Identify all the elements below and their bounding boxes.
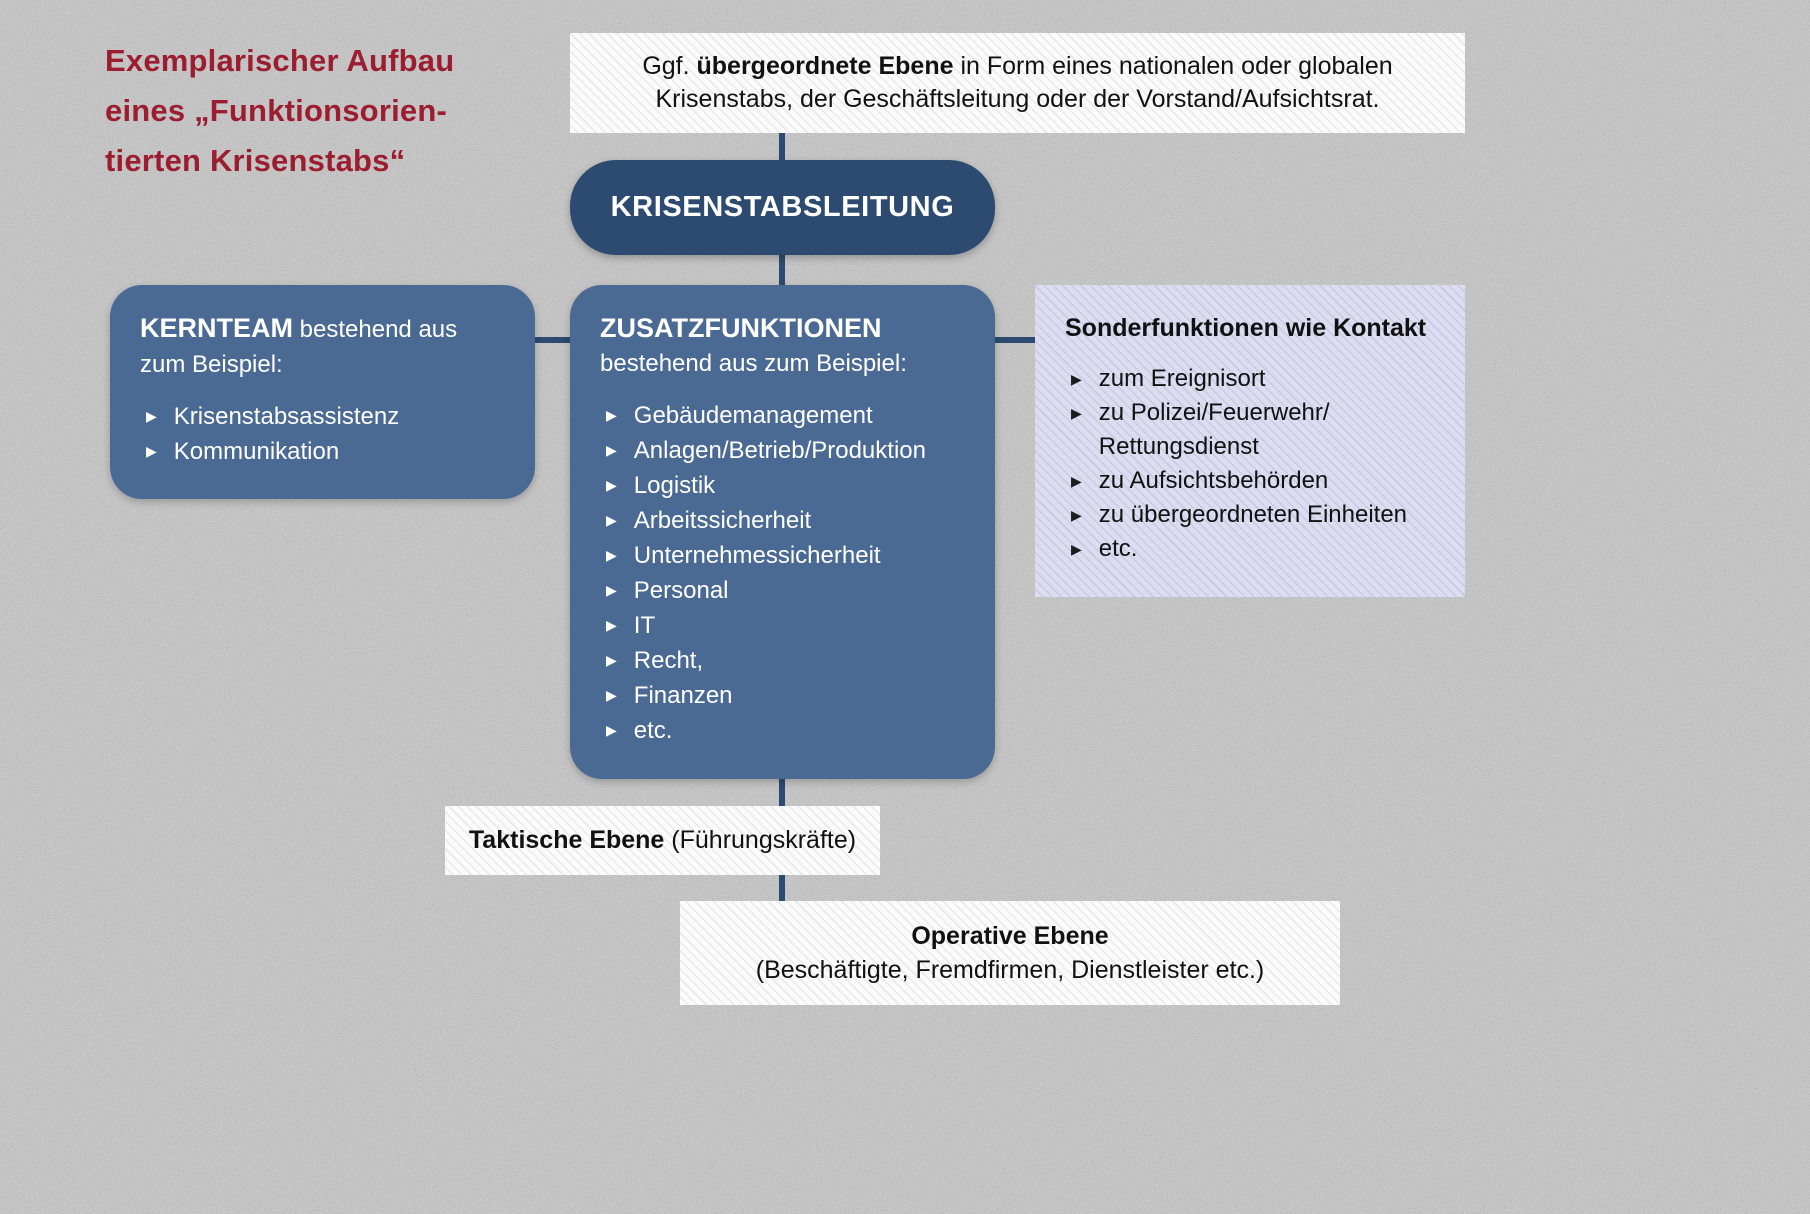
zusatzfunktionen-heading bbox=[600, 311, 965, 381]
list-item-label: zu Polizei/Feuerwehr/ Rettungsdienst bbox=[1098, 399, 1330, 460]
bullet-triangle-icon: ▶ bbox=[1071, 473, 1082, 489]
list-item bbox=[600, 468, 965, 503]
list-item bbox=[1065, 362, 1435, 396]
sonderfunktionen-list bbox=[1065, 362, 1435, 566]
title-line-2: eines „Funktionsorien- bbox=[105, 93, 447, 128]
list-item-label: IT bbox=[633, 612, 656, 639]
sonderfunktionen-title: Sonderfunktionen wie Kontakt bbox=[1065, 314, 1427, 342]
list-item-label: Krisenstabsassistenz bbox=[173, 403, 400, 430]
bullet-triangle-icon: ▶ bbox=[606, 687, 617, 703]
zusatzfunktionen-title: ZUSATZFUNKTIONEN bbox=[600, 313, 882, 343]
bullet-triangle-icon: ▶ bbox=[606, 582, 617, 598]
connector-top-to-leadership bbox=[779, 133, 785, 162]
operative-ebene-subtitle: (Beschäftigte, Fremdfirmen, Dienstleister etc.) bbox=[755, 956, 1265, 984]
bullet-triangle-icon: ▶ bbox=[606, 407, 617, 423]
leadership-label: KRISENSTABSLEITUNG bbox=[610, 191, 955, 223]
connector-sonder-horizontal bbox=[994, 337, 1037, 343]
bullet-triangle-icon: ▶ bbox=[606, 442, 617, 458]
bullet-triangle-icon: ▶ bbox=[606, 547, 617, 563]
list-item bbox=[600, 538, 965, 573]
kernteam-list bbox=[140, 399, 505, 469]
list-item bbox=[600, 713, 965, 748]
taktische-ebene-regular: (Führungskräfte) bbox=[664, 826, 857, 854]
list-item bbox=[1065, 396, 1435, 464]
operative-ebene-title: Operative Ebene bbox=[911, 922, 1109, 950]
bullet-triangle-icon: ▶ bbox=[1071, 541, 1082, 557]
zusatzfunktionen-list bbox=[600, 398, 965, 748]
superior-level-prefix: Ggf. bbox=[642, 52, 697, 80]
list-item bbox=[1065, 464, 1435, 498]
list-item-label: zu übergeordneten Einheiten bbox=[1098, 501, 1408, 528]
bullet-triangle-icon: ▶ bbox=[606, 617, 617, 633]
superior-level-bold: übergeordnete Ebene bbox=[696, 52, 954, 80]
zusatzfunktionen-box bbox=[570, 285, 995, 779]
kernteam-box bbox=[110, 285, 535, 499]
diagram-title bbox=[105, 36, 454, 186]
list-item bbox=[140, 399, 505, 434]
taktische-ebene-bold: Taktische Ebene bbox=[468, 826, 665, 854]
list-item bbox=[600, 503, 965, 538]
bullet-triangle-icon: ▶ bbox=[606, 477, 617, 493]
taktische-ebene-text bbox=[469, 826, 856, 855]
leadership-box bbox=[570, 160, 995, 255]
connector-leadership-to-zusatz bbox=[779, 254, 785, 287]
list-item-label: etc. bbox=[633, 717, 673, 744]
bullet-triangle-icon: ▶ bbox=[1071, 405, 1082, 421]
operative-ebene-box bbox=[680, 901, 1340, 1005]
list-item bbox=[1065, 498, 1435, 532]
superior-level-text bbox=[600, 50, 1435, 116]
zusatzfunktionen-subtitle: bestehend aus zum Beispiel: bbox=[600, 350, 907, 377]
list-item-label: zu Aufsichtsbehörden bbox=[1098, 467, 1329, 494]
superior-level-suffix: in Form eines nationalen oder globalen Krisenstabs, der Geschäftsleitung oder der Vorstand/Aufsichtsrat. bbox=[655, 52, 1393, 113]
list-item bbox=[600, 573, 965, 608]
list-item-label: Finanzen bbox=[633, 682, 733, 709]
list-item-label: Arbeitssicherheit bbox=[633, 507, 812, 534]
title-line-1: Exemplarischer Aufbau bbox=[105, 43, 455, 78]
list-item bbox=[600, 433, 965, 468]
list-item bbox=[600, 608, 965, 643]
list-item bbox=[1065, 532, 1435, 566]
kernteam-title: KERNTEAM bbox=[140, 313, 293, 343]
bullet-triangle-icon: ▶ bbox=[146, 408, 157, 424]
list-item bbox=[600, 643, 965, 678]
sonderfunktionen-box bbox=[1035, 285, 1465, 597]
list-item-label: Gebäudemanagement bbox=[633, 402, 873, 429]
list-item-label: Personal bbox=[633, 577, 729, 604]
bullet-triangle-icon: ▶ bbox=[1071, 507, 1082, 523]
title-line-3: tierten Krisenstabs“ bbox=[105, 143, 406, 178]
bullet-triangle-icon: ▶ bbox=[606, 652, 617, 668]
list-item-label: Anlagen/Betrieb/Produktion bbox=[633, 437, 926, 464]
list-item-label: Kommunikation bbox=[173, 438, 340, 465]
list-item-label: etc. bbox=[1098, 535, 1138, 562]
taktische-ebene-box bbox=[445, 806, 880, 875]
bullet-triangle-icon: ▶ bbox=[146, 443, 157, 459]
kernteam-heading bbox=[140, 311, 505, 382]
list-item bbox=[600, 398, 965, 433]
bullet-triangle-icon: ▶ bbox=[606, 512, 617, 528]
bullet-triangle-icon: ▶ bbox=[606, 722, 617, 738]
kernteam-subtitle: bestehend aus zum Beispiel: bbox=[140, 316, 458, 378]
list-item bbox=[600, 678, 965, 713]
list-item-label: zum Ereignisort bbox=[1098, 365, 1266, 392]
list-item bbox=[140, 434, 505, 469]
list-item-label: Logistik bbox=[633, 472, 716, 499]
connector-kernteam-horizontal bbox=[533, 337, 572, 343]
bullet-triangle-icon: ▶ bbox=[1071, 371, 1082, 387]
list-item-label: Unternehmessicherheit bbox=[633, 542, 881, 569]
superior-level-box bbox=[570, 33, 1465, 133]
list-item-label: Recht, bbox=[633, 647, 704, 674]
